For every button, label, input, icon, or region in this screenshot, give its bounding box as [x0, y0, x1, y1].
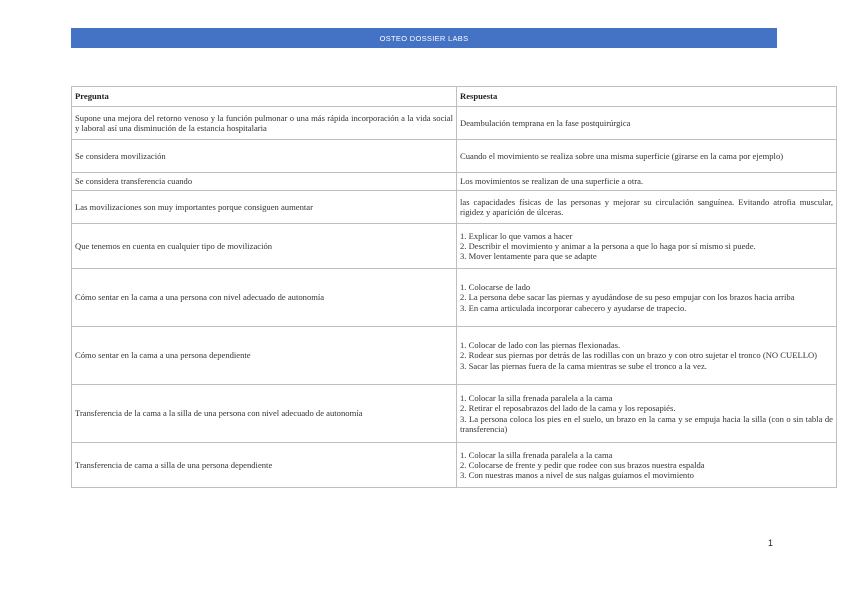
- document-header-title: OSTEO DOSSIER LABS: [379, 33, 469, 43]
- table-row: [72, 173, 837, 191]
- answer-cell: las capacidades físicas de las personas y mejorar su circulación sanguínea. Evitando atrofia muscular, rigidez y aparición de úlceras.: [457, 191, 837, 224]
- table-row: [72, 191, 837, 224]
- column-header-respuesta: Respuesta: [457, 87, 837, 107]
- answer-cell: 1. Colocarse de lado 2. La persona debe sacar las piernas y ayudándose de su peso empujar con los brazos hacia arriba 3. En cama articulada incorporar cabecero y ayudarse de trapecio.: [457, 269, 837, 327]
- table-row: [72, 107, 837, 140]
- answer-cell: 1. Explicar lo que vamos a hacer 2. Describir el movimiento y animar a la persona a que lo haga por sí mismo si puede. 3. Mover lentamente para que se adapte: [457, 224, 837, 269]
- answer-cell: Deambulación temprana en la fase postquirúrgica: [457, 107, 837, 140]
- table-row: [72, 443, 837, 488]
- answer-cell: 1. Colocar de lado con las piernas flexionadas. 2. Rodear sus piernas por detrás de las rodillas con un brazo y con otro sujetar el tronco (NO CUELLO) 3. Sacar las piernas fuera de la cama mientras se sube el tronco a la vez.: [457, 327, 837, 385]
- answer-cell: Los movimientos se realizan de una superficie a otra.: [457, 173, 837, 191]
- answer-cell: 1. Colocar la silla frenada paralela a la cama 2. Retirar el reposabrazos del lado de la cama y los reposapiés. 3. La persona coloca los pies en el suelo, un brazo en la cama y se empuja hacia la silla (con o sin tabla de transferencia): [457, 385, 837, 443]
- answer-cell: 1. Colocar la silla frenada paralela a la cama 2. Colocarse de frente y pedir que rodee con sus brazos nuestra espalda 3. Con nuestras manos a nivel de sus nalgas guiamos el movimiento: [457, 443, 837, 488]
- question-cell: Las movilizaciones son muy importantes porque consiguen aumentar: [72, 191, 457, 224]
- qa-table: [71, 86, 837, 488]
- question-cell: Transferencia de cama a silla de una persona dependiente: [72, 443, 457, 488]
- column-header-pregunta: Pregunta: [72, 87, 457, 107]
- table-row: [72, 327, 837, 385]
- table-row: [72, 224, 837, 269]
- table-row: [72, 140, 837, 173]
- question-cell: Que tenemos en cuenta en cualquier tipo de movilización: [72, 224, 457, 269]
- table-row: [72, 385, 837, 443]
- page-number: 1: [768, 538, 774, 548]
- question-cell: Se considera transferencia cuando: [72, 173, 457, 191]
- question-cell: Se considera movilización: [72, 140, 457, 173]
- question-cell: Supone una mejora del retorno venoso y la función pulmonar o una más rápida incorporación a la vida social y laboral así una disminución de la estancia hospitalaria: [72, 107, 457, 140]
- question-cell: Transferencia de la cama a la silla de una persona con nivel adecuado de autonomía: [72, 385, 457, 443]
- table-row: [72, 269, 837, 327]
- question-cell: Cómo sentar en la cama a una persona dependiente: [72, 327, 457, 385]
- table-header-row: [72, 87, 837, 107]
- document-header-bar: [71, 28, 777, 48]
- answer-cell: Cuando el movimiento se realiza sobre una misma superficie (girarse en la cama por ejemplo): [457, 140, 837, 173]
- question-cell: Cómo sentar en la cama a una persona con nivel adecuado de autonomía: [72, 269, 457, 327]
